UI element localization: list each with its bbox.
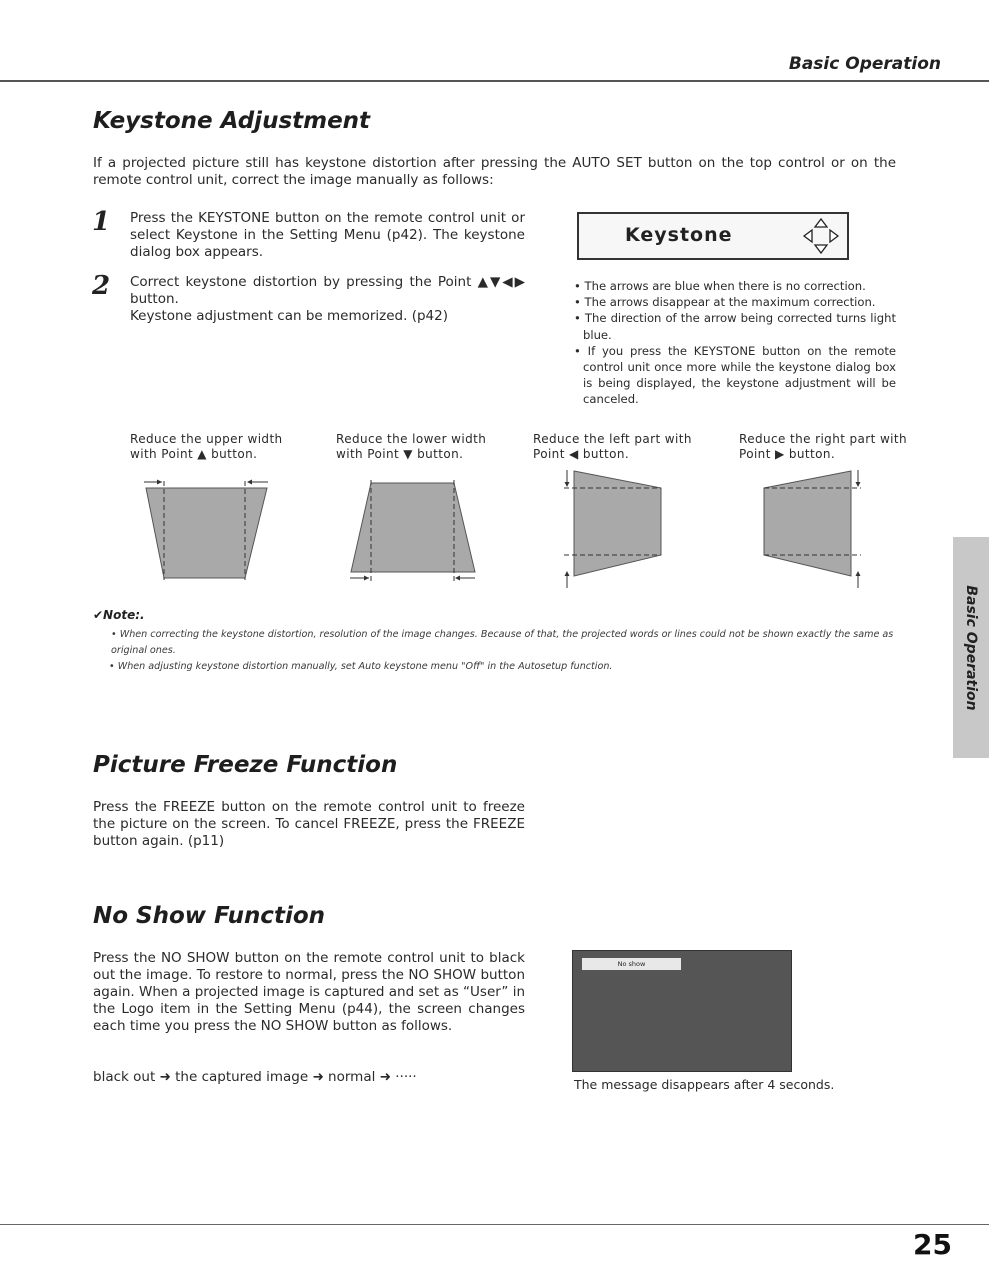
figure-caption-lower: Reduce the lower width with Point ▼ button. [336,432,487,461]
bullet-item: • If you press the KEYSTONE button on the remote control unit once more while the keystone dialog box is being displayed, the keystone adjustment will be canceled. [574,343,896,407]
page-number: 25 [913,1228,952,1261]
note-item-auto-keystone: • When adjusting keystone distortion manually, set Auto keystone menu "Off" in the Autosetup function. [109,661,613,672]
header-rule [0,80,989,82]
figure-caption-right: Reduce the right part with Point ▶ button. [739,432,907,461]
direction-arrows-icon [799,216,843,256]
bullet-item: • The arrows are blue when there is no correction. [574,279,866,293]
figure-caption-upper: Reduce the upper width with Point ▲ button. [130,432,283,461]
keystone-left-diagram [560,468,670,590]
freeze-title: Picture Freeze Function [93,752,398,778]
keystone-dialog-label: Keystone [625,224,733,246]
noshow-screen-illustration [572,950,792,1072]
step-2-memo: Keystone adjustment can be memorized. (p42) [130,308,448,324]
noshow-message-bar: No show [582,958,681,970]
keystone-lower-diagram [345,476,480,591]
keystone-title: Keystone Adjustment [93,108,371,134]
side-tab-label: Basic Operation [963,584,979,711]
bullet-item: • The arrows disappear at the maximum correction. [574,295,876,310]
running-header: Basic Operation [788,54,941,74]
step-1-text: Press the KEYSTONE button on the remote control unit or select Keystone in the Setting Menu (p42). The keystone dialog box appears. [130,210,525,260]
keystone-right-diagram [760,468,870,590]
noshow-text: Press the NO SHOW button on the remote control unit to black out the image. To restore to normal, press the NO SHOW button again. When a projected image is captured and set as “User” in the Logo item in the Setting Menu (p44), the screen changes each time you press the NO SHOW button as follows. [93,950,525,1034]
noshow-sequence: black out ➜ the captured image ➜ normal ➜ ····· [93,1069,417,1085]
keystone-intro: If a projected picture still has keystone distortion after pressing the AUTO SET button on the top control or on the remote control unit, correct the image manually as follows: [93,155,896,188]
step-2-text: Correct keystone distortion by pressing the Point ▲▼◀▶ button. [130,274,525,307]
noshow-screen-caption: The message disappears after 4 seconds. [574,1077,835,1092]
footer-rule [0,1224,989,1225]
step-1-number: 1 [92,207,111,237]
note-item-resolution: • When correcting the keystone distortion, resolution of the image changes. Because of that, the projected words or lines could not be shown exactly the same as original ones. [111,629,894,656]
note-label: ✔Note:. [93,608,145,622]
keystone-dialog [577,212,849,260]
figure-caption-left: Reduce the left part with Point ◀ button. [533,432,692,461]
step-2-number: 2 [92,271,111,301]
bullet-item: • The direction of the arrow being corrected turns light blue. [574,311,896,342]
noshow-title: No Show Function [93,903,325,929]
freeze-text: Press the FREEZE button on the remote control unit to freeze the picture on the screen. To cancel FREEZE, press the FREEZE button again. (p11) [93,799,525,849]
keystone-notes-list [574,278,896,408]
keystone-upper-diagram [140,476,275,586]
